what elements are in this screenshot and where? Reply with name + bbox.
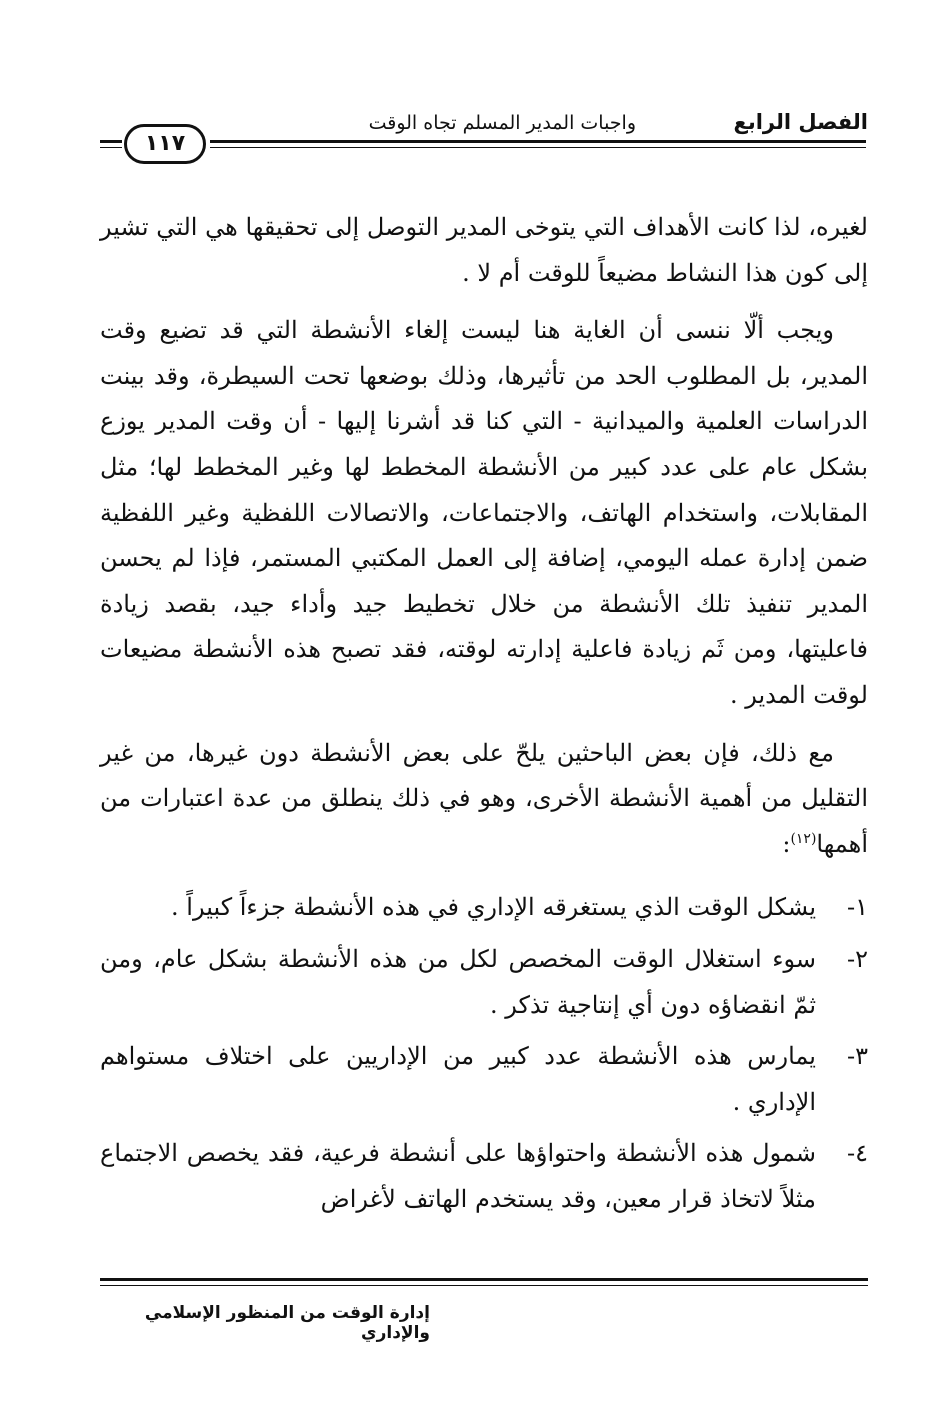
list-item-text: شمول هذه الأنشطة واحتواؤها على أنشطة فرعية، فقد يخصص الاجتماع مثلاً لاتخاذ قرار معين، وقد يستخدم الهاتف لأغراض [100, 1139, 817, 1213]
list-item-text: سوء استغلال الوقت المخصص لكل من هذه الأنشطة بشكل عام، ومن ثمّ انقضاؤه دون أي إنتاجية تذكر . [100, 944, 816, 1019]
paragraph-2: ويجب ألّا ننسى أن الغاية هنا ليست إلغاء الأنشطة التي قد تضيع وقت المدير، بل المطلوب الحد من تأثيرها، وذلك بوضعها تحت السيطرة، وقد بينت الدراسات العلمية والميدانية - التي كنا قد أشرنا إليها - أن وقت المدير يوزع بشكل عام على عدد كبير من الأنشطة المخطط لها وغير المخطط لها؛ مثل المقابلات، واستخدام الهاتف، والاجتماعات، والاتصالات اللفظية وغير اللفظية ضمن إدارة عمله اليومي، إضافة إلى العمل المكتبي المستمر، فإذا لم يحسن المدير تنفيذ تلك الأنشطة من خلال تخطيط جيد وأداء جيد، بقصد زيادة فاعليتها، ومن ثَم زيادة فاعلية إدارته لوقته، فقد تصبح هذه الأنشطة مضيعات لوقت المدير . [100, 316, 868, 709]
list-item [100, 1131, 868, 1222]
list-item-number: ٢- [847, 944, 868, 973]
list-item-number: ١- [847, 893, 868, 922]
list-item-text: يشكل الوقت الذي يستغرقه الإداري في هذه الأنشطة جزءاً كبيراً . [171, 893, 816, 922]
paragraph-3-text: مع ذلك، فإن بعض الباحثين يلحّ على بعض الأنشطة دون غيرها، من غير التقليل من أهمية الأنشطة الأخرى، وهو في ذلك ينطلق من عدة اعتبارات من أهمها [100, 738, 868, 858]
considerations-list [100, 885, 868, 1222]
list-item [100, 937, 868, 1028]
footer-rule-thin [100, 1285, 868, 1286]
list-item-text: يمارس هذه الأنشطة عدد كبير من الإداريين على اختلاف مستواهم الإداري . [100, 1042, 816, 1116]
paragraph-1: لغيره، لذا كانت الأهداف التي يتوخى المدير التوصل إلى تحقيقها هي التي تشير إلى كون هذا النشاط مضيعاً للوقت أم لا . [100, 213, 868, 287]
running-head [100, 108, 868, 138]
footer-book-title: إدارة الوقت من المنظور الإسلامي والإداري [144, 1303, 430, 1343]
header-rule [210, 140, 866, 143]
list-item-number: ٣- [847, 1042, 868, 1071]
footer-rule [100, 1278, 868, 1281]
paragraph-3-colon: : [782, 829, 791, 858]
body-text [100, 205, 868, 1228]
chapter-title: واجبات المدير المسلم تجاه الوقت [368, 112, 636, 134]
header-rule-thin [210, 147, 866, 148]
chapter-label: الفصل الرابع [733, 110, 868, 134]
paragraph-3 [100, 731, 868, 868]
header-rule-left-thin [100, 147, 122, 148]
page-number: ١١٧ [124, 124, 206, 164]
list-item [100, 1034, 868, 1125]
list-item [100, 885, 868, 931]
header-rule-left [100, 140, 122, 143]
list-item-number: ٤- [847, 1139, 868, 1168]
footnote-reference: (١٢) [790, 830, 817, 847]
